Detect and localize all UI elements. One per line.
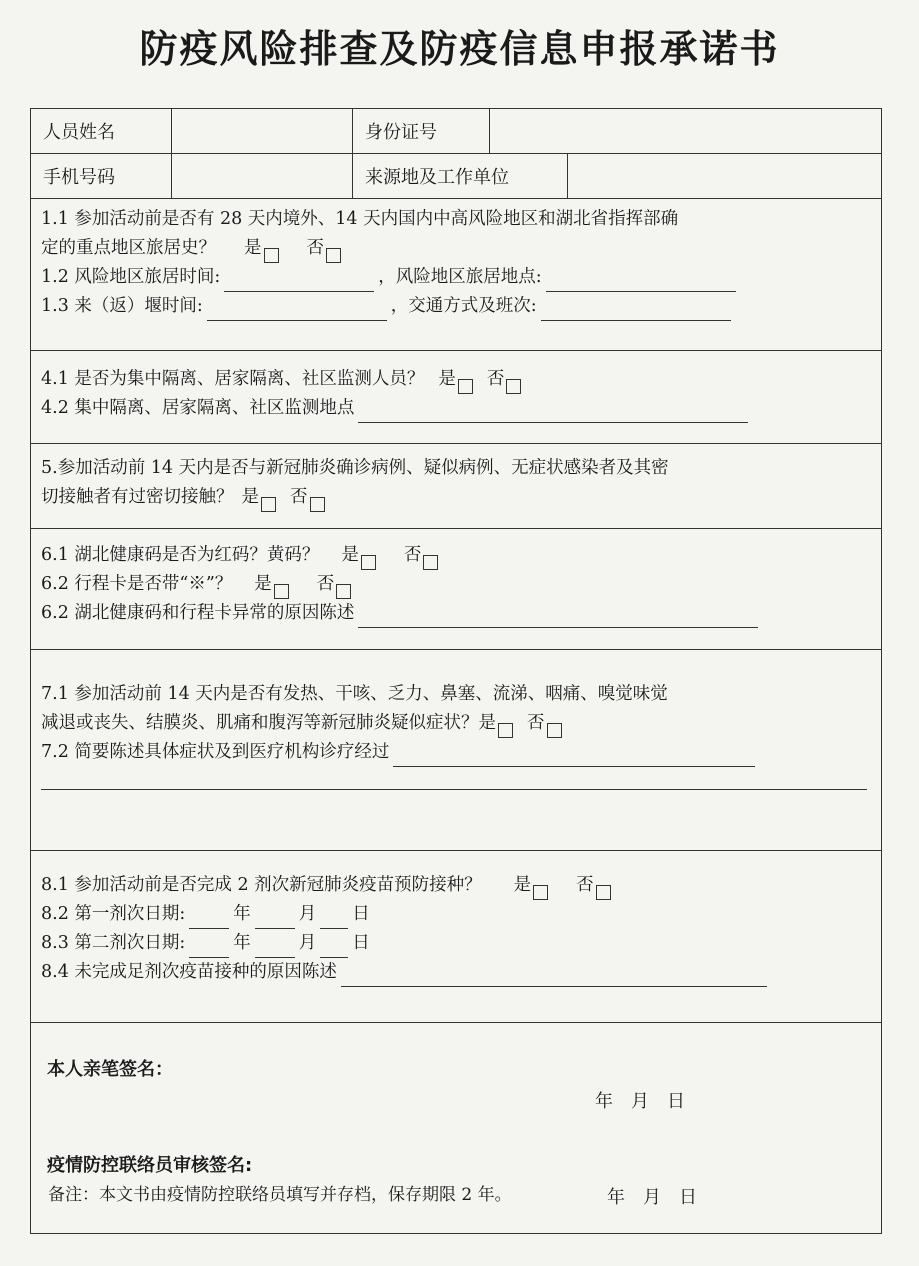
q1-1-no-checkbox[interactable] <box>326 248 341 263</box>
q6-1-no-label: 否 <box>403 545 422 565</box>
q8-1-yes-checkbox[interactable] <box>533 885 548 900</box>
q8-2-day-label: 日 <box>352 904 370 924</box>
q6-1-yes-label: 是 <box>341 545 359 565</box>
q6-2-no-checkbox[interactable] <box>336 584 351 599</box>
q1-2-place-field[interactable] <box>546 269 736 292</box>
q4-1-yes-label: 是 <box>438 369 456 389</box>
q5-no-checkbox[interactable] <box>310 497 325 512</box>
q8-3-text: 8.3 第二剂次日期: <box>41 933 186 953</box>
q1-3-time-label: 1.3 来（返）堰时间: <box>41 296 203 316</box>
q6-1-yes-checkbox[interactable] <box>361 555 376 570</box>
q8-4-field[interactable] <box>341 964 767 987</box>
section-6 <box>30 528 882 649</box>
q1-3-time-field[interactable] <box>207 298 387 321</box>
q1-2-time-field[interactable] <box>224 269 374 292</box>
q7-2-text: 7.2 简要陈述具体症状及到医疗机构诊疗经过 <box>41 742 390 762</box>
q8-3-year-field[interactable] <box>189 935 229 958</box>
q7-2-field[interactable] <box>393 744 755 767</box>
phone-label: 手机号码 <box>31 154 172 198</box>
footer-note: 备注：本文书由疫情防控联络员填写并存档，保存期限 2 年。 <box>48 1185 512 1205</box>
name-label: 人员姓名 <box>31 109 172 153</box>
q1-1-line1: 1.1 参加活动前是否有 28 天内境外、14 天内国内中高风险地区和湖北省指挥部确 <box>41 209 679 229</box>
section-8 <box>30 850 882 1022</box>
q7-1-line2: 减退或丧失、结膜炎、肌痛和腹泻等新冠肺炎疑似症状？ <box>41 713 479 733</box>
document-title: 防疫风险排查及防疫信息申报承诺书 <box>139 27 780 71</box>
declaration-form <box>30 108 882 1234</box>
header-row-2 <box>30 153 882 198</box>
q7-1-yes-checkbox[interactable] <box>498 723 513 738</box>
q4-2-text: 4.2 集中隔离、居家隔离、社区监测地点 <box>41 398 355 418</box>
q1-3-transport-label: ，交通方式及班次: <box>390 296 537 316</box>
q1-1-no-label: 否 <box>306 238 324 258</box>
q7-1-yes-label: 是 <box>478 713 496 733</box>
q1-2-place-label: ，风险地区旅居地点: <box>378 267 542 287</box>
q7-2-field-line2[interactable] <box>41 767 867 790</box>
q4-1-no-label: 否 <box>486 369 505 389</box>
q8-1-yes-label: 是 <box>513 875 532 895</box>
q7-1-no-checkbox[interactable] <box>547 723 562 738</box>
q8-3-day-field[interactable] <box>320 935 348 958</box>
q6-2-no-label: 否 <box>316 574 335 594</box>
q6-2-yes-checkbox[interactable] <box>274 584 289 599</box>
officer-signature-label: 疫情防控联络员审核签名: <box>47 1155 253 1176</box>
origin-field[interactable] <box>568 154 881 198</box>
q6-2-text: 6.2 行程卡是否带“※”？ <box>41 574 233 594</box>
q5-line1: 5.参加活动前 14 天内是否与新冠肺炎确诊病例、疑似病例、无症状感染者及其密 <box>41 458 669 478</box>
q5-yes-checkbox[interactable] <box>261 497 276 512</box>
section-4 <box>30 350 882 443</box>
q4-1-no-checkbox[interactable] <box>506 379 521 394</box>
section-7 <box>30 649 882 850</box>
q4-2-field[interactable] <box>358 400 748 423</box>
q6-3-field[interactable] <box>358 605 758 628</box>
q5-line2: 切接触者有过密切接触？ <box>41 487 234 507</box>
q8-2-month-label: 月 <box>298 904 317 924</box>
q1-1-yes-label: 是 <box>244 238 262 258</box>
q8-1-no-label: 否 <box>576 875 594 895</box>
q1-1-line2: 定的重点地区旅居史？ <box>41 238 216 258</box>
q8-4-text: 8.4 未完成足剂次疫苗接种的原因陈述 <box>41 962 337 982</box>
q6-1-no-checkbox[interactable] <box>423 555 438 570</box>
q7-1-line1: 7.1 参加活动前 14 天内是否有发热、干咳、乏力、鼻塞、流涕、咽痛、嗅觉味觉 <box>41 684 668 704</box>
self-signature-date: 年月日 <box>595 1091 703 1112</box>
q5-yes-label: 是 <box>241 487 259 507</box>
self-signature-label: 本人亲笔签名： <box>47 1059 173 1080</box>
q6-2-yes-label: 是 <box>254 574 272 594</box>
q8-2-text: 8.2 第一剂次日期: <box>41 904 186 924</box>
q8-3-day-label: 日 <box>352 933 370 953</box>
q8-3-month-label: 月 <box>298 933 317 953</box>
name-field[interactable] <box>172 109 353 153</box>
q4-1-text: 4.1 是否为集中隔离、居家隔离、社区监测人员？ <box>41 369 425 389</box>
section-1 <box>30 198 882 350</box>
phone-field[interactable] <box>172 154 353 198</box>
q8-2-year-field[interactable] <box>189 906 229 929</box>
origin-label: 来源地及工作单位 <box>353 154 568 198</box>
q1-3-transport-field[interactable] <box>541 298 731 321</box>
id-label: 身份证号 <box>353 109 490 153</box>
q8-2-month-field[interactable] <box>255 906 295 929</box>
header-row-1 <box>30 108 882 153</box>
q4-1-yes-checkbox[interactable] <box>458 379 473 394</box>
q6-1-text: 6.1 湖北健康码是否为红码？黄码？ <box>41 545 320 565</box>
q1-2-time-label: 1.2 风险地区旅居时间: <box>41 267 221 287</box>
section-5 <box>30 443 882 528</box>
q8-2-year-label: 年 <box>233 904 251 924</box>
q8-2-day-field[interactable] <box>320 906 348 929</box>
q7-1-no-label: 否 <box>527 713 545 733</box>
q8-3-month-field[interactable] <box>255 935 295 958</box>
q8-3-year-label: 年 <box>233 933 251 953</box>
q1-1-yes-checkbox[interactable] <box>264 248 279 263</box>
q8-1-text: 8.1 参加活动前是否完成 2 剂次新冠肺炎疫苗预防接种？ <box>41 875 482 895</box>
q8-1-no-checkbox[interactable] <box>596 885 611 900</box>
q6-3-text: 6.2 湖北健康码和行程卡异常的原因陈述 <box>41 603 355 623</box>
officer-signature-date: 年月日 <box>607 1187 715 1208</box>
id-field[interactable] <box>490 109 881 153</box>
q5-no-label: 否 <box>290 487 308 507</box>
